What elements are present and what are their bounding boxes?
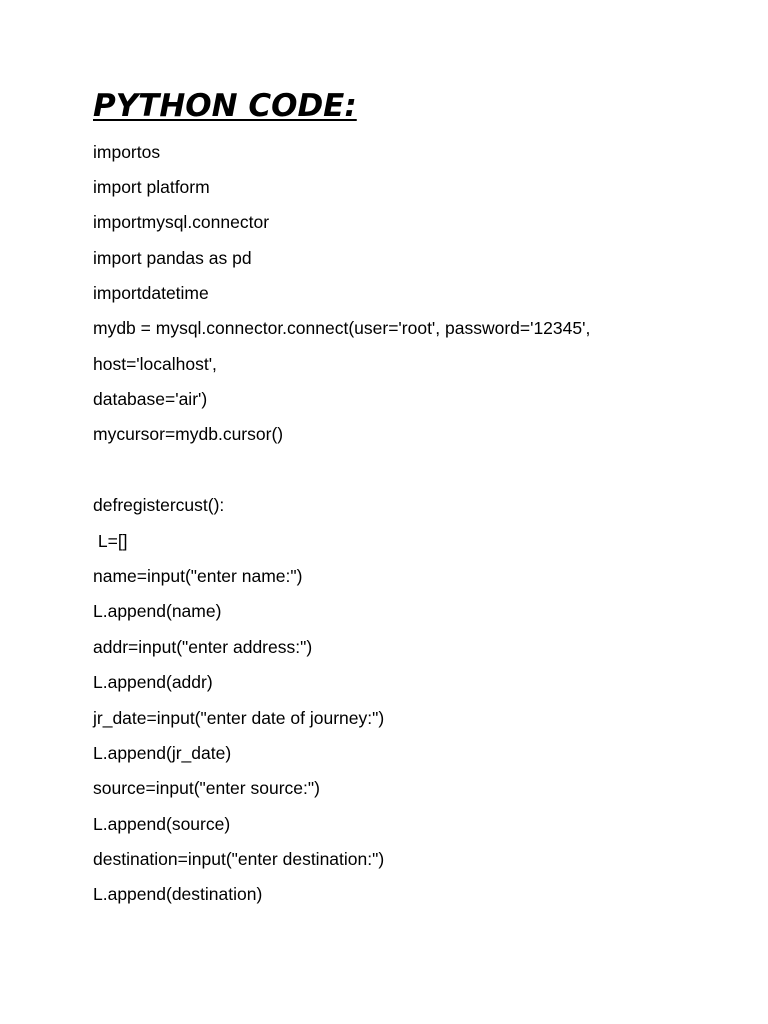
code-line: import platform	[93, 177, 210, 197]
code-line: jr_date=input("enter date of journey:")	[93, 708, 385, 728]
code-line: mydb = mysql.connector.connect(user='root', password='12345',	[93, 318, 591, 338]
code-line: host='localhost',	[93, 354, 217, 374]
code-line: importmysql.connector	[93, 212, 270, 232]
page-title: PYTHON CODE:	[93, 88, 357, 124]
code-line: L.append(jr_date)	[93, 743, 232, 763]
code-line: source=input("enter source:")	[93, 778, 320, 798]
code-line: L.append(name)	[93, 601, 222, 621]
code-line: name=input("enter name:")	[93, 566, 303, 586]
code-line: L.append(destination)	[93, 884, 263, 904]
code-line: destination=input("enter destination:")	[93, 849, 385, 869]
code-line: database='air')	[93, 389, 208, 409]
code-line: addr=input("enter address:")	[93, 637, 313, 657]
code-line: import pandas as pd	[93, 248, 252, 268]
code-line: L.append(addr)	[93, 672, 213, 692]
code-line: L.append(source)	[93, 814, 231, 834]
code-line: importdatetime	[93, 283, 209, 303]
code-line: defregistercust():	[93, 495, 225, 515]
code-line: importos	[93, 142, 161, 162]
code-line: mycursor=mydb.cursor()	[93, 424, 284, 444]
code-line: L=[]	[93, 531, 128, 551]
